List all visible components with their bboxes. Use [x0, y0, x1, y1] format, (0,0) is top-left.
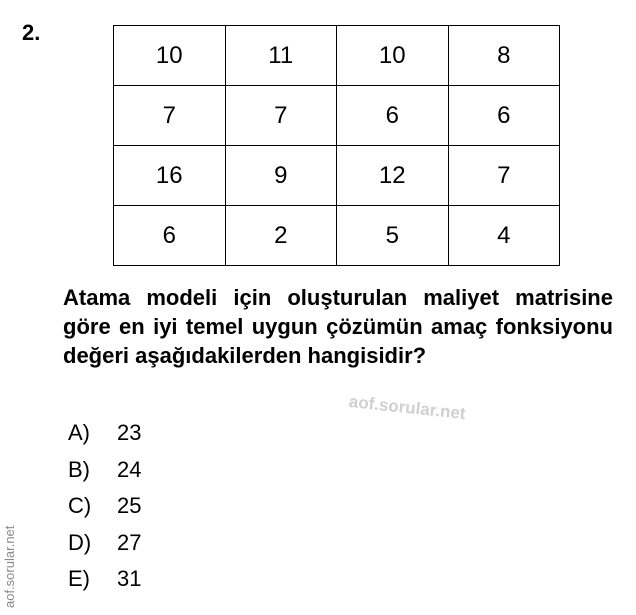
- matrix-row: [114, 146, 560, 206]
- matrix-cell: 6: [448, 86, 560, 146]
- matrix-cell: 6: [114, 206, 226, 266]
- matrix-cell: 12: [337, 146, 449, 206]
- matrix-cell: 16: [114, 146, 226, 206]
- matrix-cell: 4: [448, 206, 560, 266]
- matrix-cell: 9: [225, 146, 337, 206]
- matrix-row: [114, 26, 560, 86]
- matrix-cell: 10: [114, 26, 226, 86]
- option-value: 23: [117, 420, 142, 445]
- matrix-cell: 7: [225, 86, 337, 146]
- option-letter: A): [68, 420, 90, 445]
- question-number: 2.: [22, 20, 41, 45]
- matrix-cell: 8: [448, 26, 560, 86]
- matrix-cell: 5: [337, 206, 449, 266]
- option-letter: D): [68, 529, 92, 555]
- option-value: 25: [117, 493, 142, 518]
- matrix-cell: 11: [225, 26, 337, 86]
- matrix-cell: 7: [114, 86, 226, 146]
- watermark: aof.sorular.net: [348, 392, 467, 424]
- matrix-row: [114, 86, 560, 146]
- option-value: 31: [117, 566, 142, 591]
- option-value: 27: [117, 529, 142, 555]
- matrix-cell: 6: [337, 86, 449, 146]
- matrix-cell: 2: [225, 206, 337, 266]
- option-letter: B): [68, 456, 90, 482]
- option-letter: E): [68, 566, 90, 591]
- question-text: Atama modeli için oluşturulan maliyet matrisine göre en iyi temel uygun çözümün amaç fonksiyonu değeri aşağıdakilerden hangisidir?: [63, 285, 613, 368]
- option-value: 24: [117, 456, 142, 482]
- option-letter: C): [68, 493, 92, 518]
- matrix-cell: 7: [448, 146, 560, 206]
- matrix-cell: 10: [337, 26, 449, 86]
- side-watermark: aof.sorular.net: [2, 525, 17, 608]
- cost-matrix: [113, 25, 560, 266]
- matrix-row: [114, 206, 560, 266]
